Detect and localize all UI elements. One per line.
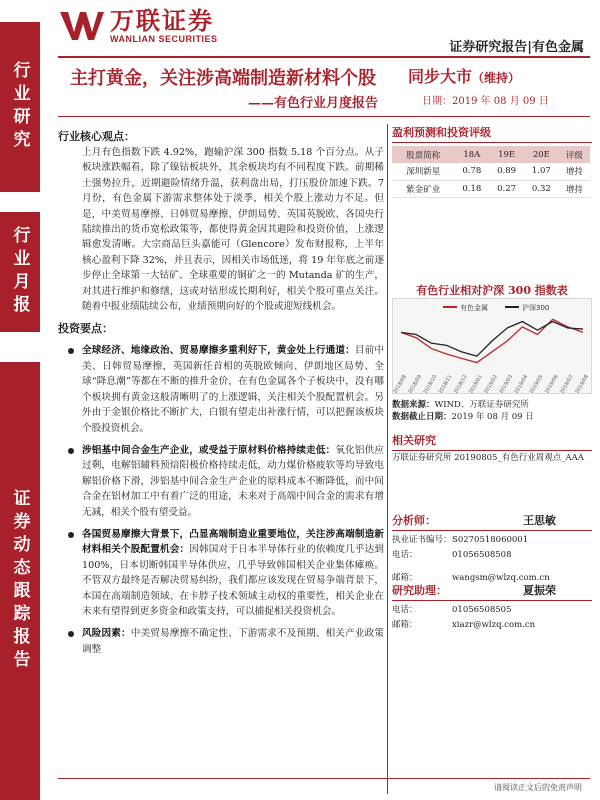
analyst-label: 分析师：: [392, 514, 436, 527]
rating-label: 同步大市: [408, 67, 473, 86]
x-tick-label: 2019/02: [483, 374, 499, 393]
x-tick-label: 2018/12: [453, 374, 469, 393]
table-header-cell: 19E: [489, 146, 524, 163]
related-research-heading: 相关研究: [392, 432, 592, 451]
investment-point-manufacturing: [58, 527, 384, 619]
bullet-text: 中美贸易摩擦不确定性、下游需求不及预期、相关产业政策调整: [82, 628, 384, 655]
cert-label: 执业证书编号：: [392, 535, 452, 545]
x-tick-label: 2019/06: [544, 374, 560, 393]
table-cell: 紫金矿业: [392, 180, 454, 197]
industry-rating: [408, 64, 520, 87]
table-header-cell: 20E: [524, 146, 559, 163]
x-tick-label: 2018/11: [437, 374, 454, 393]
forecast-heading: 盈利预测和投资评级: [392, 124, 592, 143]
x-tick-label: 2019/04: [513, 374, 530, 393]
x-tick-label: 2018/08: [393, 374, 408, 393]
data-source: [392, 398, 529, 410]
bullet-lead: 涉铝基中间合金生产企业，或受益于原材料价格持续走低：: [82, 444, 336, 456]
x-tick-label: 2018/09: [407, 374, 424, 393]
relative-index-chart: [392, 298, 592, 394]
brand-name-cn: 万联证券: [110, 7, 214, 35]
analyst-name: 王思敏: [523, 514, 556, 527]
sidebar-item-industry-research: 行业研究: [0, 22, 40, 192]
core-view-heading: 行业核心观点：: [58, 130, 135, 143]
rating-note: （维持）: [472, 71, 521, 85]
data-source-label: 数据来源：: [392, 400, 435, 410]
legend-label: 有色金属: [460, 304, 488, 312]
table-cell: 0.18: [454, 180, 489, 197]
table-header-cell: 评级: [559, 146, 590, 163]
chart-canvas: [393, 299, 591, 393]
report-title: 主打黄金，关注涉高端制造新材料个股: [70, 68, 376, 89]
forecast-table: [392, 146, 590, 198]
data-source-value: WIND、万联证券研究所: [434, 400, 529, 410]
x-tick-label: 2019/08: [574, 374, 590, 393]
table-cell: 深圳新星: [392, 163, 454, 180]
disclaimer-note: 请阅读正文后的免责声明: [494, 783, 582, 792]
phone-value: 01056508505: [452, 605, 512, 615]
table-cell: 0.32: [524, 180, 559, 197]
table-cell: 0.78: [454, 163, 489, 180]
cert-value: S0270518060001: [452, 535, 529, 545]
brand-logo: [58, 8, 218, 44]
analyst-heading-row: [392, 512, 592, 531]
sidebar-item-tracking-report: 证券动态跟踪报告: [0, 362, 40, 800]
table-header-row: [392, 146, 590, 163]
chart-title: 有色行业相对沪深 300 指数表: [416, 284, 568, 297]
analyst-block: [392, 512, 592, 584]
bullet-text: 目前中美、日韩贸易摩擦，英国新任首相的英脱欧倾向、伊朗地区局势、全球“降息潮”等都在不断的推升金价，在有色金属各个子板块中，没有哪个板块拥有黄金这般清晰明了的上涨逻辑，关注相关个股配置机会。另外由于金银价格比不断扩大，白银有望走出补涨行情，可以把握该板块个股投资机会。: [82, 345, 385, 434]
data-cutoff-label: 数据截止日期：: [392, 412, 452, 422]
bullet-text: 氧化铝供应过剩，电解铝辅料预焙阳极价格持续走低，动力煤价格疲软等均导致电解铝价格下滑，涉铝基中间合金生产企业的原料成本不断降低，而中间合金在铝材加工中有着广泛的用途，未来对于高端中间合金的需求有增无减，相关个股有望受益。: [82, 444, 385, 518]
bullet-lead: 各国贸易摩擦大背景下，凸显高端制造业重要地位，关注涉高端制造新材料相关个股配置机会：: [82, 528, 384, 556]
analyst-cert: [392, 535, 592, 546]
left-column: [58, 128, 384, 657]
table-row: [392, 163, 590, 180]
assistant-label: 研究助理：: [392, 584, 447, 597]
header-divider: [58, 56, 590, 58]
bullet-lead: 全球经济、地缘政治、贸易摩擦多重利好下，黄金处上行通道：: [82, 345, 355, 357]
core-view-text: 上月有色指数下跌 4.92%，跑输沪深 300 指数 5.18 个百分点。从子板块涨跌幅看，除了镍钴板块外，其余板块均有不同程度下跌。前期稀土强势拉升，近期避险情绪升温，获利盘出局，打压股价加速下跌。7 月份，有色金属下游需求整体处于淡季，相关个股上涨动力不足。但是，中美贸易摩擦、日韩贸易摩擦、伊朗局势、英国英脱欧、各国央行陆续推出的货币宽松政策等，都使得黄金因其避险和投资价值，上涨逻辑愈发清晰。大宗商品巨头嘉能可（Glencore）发布财报称，上半年核心盈利下降 32%，并且表示，因相关市场低迷，将 19 年年底之前逐步停止全球第一大钴矿、全球重要的铜矿之一的 Mutanda 矿的生产，对其进行维护和修缮，这或对钴形成长期利好，相关个股可重点关注。随着中报业绩陆续公布，业绩预期向好的个股或迎短线机会。: [82, 147, 384, 313]
legend-label: 沪深300: [522, 304, 550, 312]
data-cutoff: [392, 410, 534, 422]
sidebar-item-monthly-report: 行业月报: [0, 212, 40, 332]
wanlian-logo-icon: [58, 10, 104, 42]
forecast-section: [392, 124, 592, 198]
table-cell: 0.89: [489, 163, 524, 180]
report-subtitle: ——有色行业月度报告: [248, 96, 379, 111]
phone-value: 01056508508: [452, 550, 512, 560]
table-row: [392, 180, 590, 197]
table-header-cell: 18A: [454, 146, 489, 163]
footer-divider: [58, 778, 590, 779]
email-value[interactable]: xiazr@wlzq.com.cn: [452, 620, 536, 630]
email-label: 邮箱：: [392, 573, 418, 583]
phone-label: 电话：: [392, 550, 418, 560]
x-tick-label: 2019/07: [559, 374, 575, 393]
report-date: 日期：2019 年 08 月 09 日: [422, 96, 549, 107]
assistant-heading-row: [392, 582, 592, 601]
phone-label: 电话：: [392, 605, 418, 615]
assistant-name: 夏振荣: [523, 584, 556, 597]
investment-point-aluminum: [58, 443, 384, 520]
analyst-phone: [392, 550, 592, 561]
table-cell: 1.07: [524, 163, 559, 180]
x-tick-label: 2018/10: [422, 374, 439, 393]
bullet-text: 因韩国对于日本半导体行业的依赖度几乎达到 100%，日本切断韩国半导体供应，几乎导致韩国相关企业集体瘫痪。不管双方最终是否解决贸易纠纷，我们都应该发现在贸易争端背景下，本国在高端制造领域、在卡脖子技术领域主动权的重要性，相关企业在未来有望得到更多资金和政策支持，可以捕捉相关投资机会。: [82, 544, 385, 617]
assistant-email: [392, 620, 592, 631]
email-label: 邮箱：: [392, 620, 418, 630]
investment-point-gold: [58, 343, 384, 435]
x-tick-label: 2019/01: [468, 374, 484, 393]
bullet-lead: 风险因素：: [82, 628, 131, 640]
assistant-phone: [392, 605, 592, 616]
table-cell: 增持: [559, 180, 590, 197]
brand-name-en: WANLIAN SECURITIES: [110, 34, 218, 44]
x-tick-label: 2019/03: [498, 374, 515, 393]
investment-point-risk: [58, 626, 384, 657]
title-divider: [58, 116, 590, 117]
data-cutoff-value: 2019 年 08 月 09 日: [451, 412, 534, 422]
email-value[interactable]: wangsm@wlzq.com.cn: [452, 573, 550, 583]
series-line: [401, 322, 583, 357]
investment-heading: 投资要点：: [58, 322, 113, 336]
related-research-link[interactable]: 万联证券研究所 20190805_有色行业周观点_AAA: [392, 453, 584, 463]
x-tick-label: 2019/05: [528, 374, 545, 393]
report-category: 证券研究报告|有色金属: [449, 40, 584, 55]
assistant-block: [392, 582, 592, 631]
table-header-cell: 股票简称: [392, 146, 454, 163]
table-cell: 增持: [559, 163, 590, 180]
left-sidebar: [0, 22, 44, 800]
table-cell: 0.27: [489, 180, 524, 197]
